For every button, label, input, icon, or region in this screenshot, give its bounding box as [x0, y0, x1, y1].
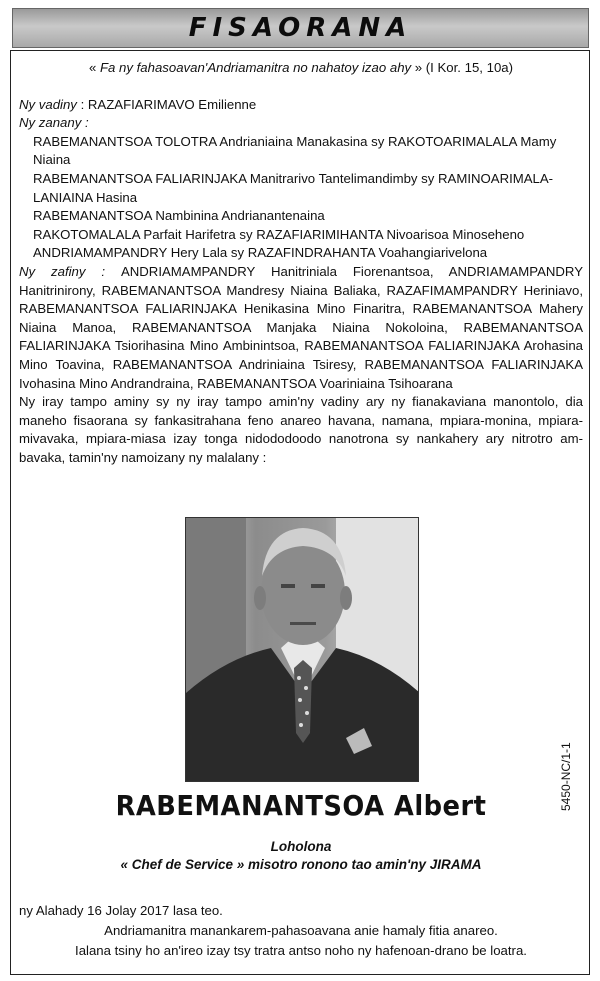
child-entry: RABEMANANTSOA TOLOTRA Andrianiaina Manakasina sy RAKOTOARIMALALA Mamy Niaina — [33, 133, 557, 168]
spouse-name: RAZAFIARIMAVO Emilienne — [87, 96, 257, 112]
verse-reference: » (I Kor. 15, 10a) — [411, 60, 514, 75]
blessing-line: Andriamanitra manankarem-pahasoavana anie hamaly fitia anareo. — [104, 923, 498, 938]
notice-content — [19, 59, 583, 467]
banner-title: FISAORANA — [188, 13, 413, 43]
children-colon: : — [81, 115, 89, 131]
portrait-illustration — [186, 518, 419, 782]
grandchildren-paragraph — [19, 263, 583, 393]
spouse-colon: : — [76, 96, 88, 112]
notice-frame — [10, 50, 590, 975]
deceased-name: RABEMANANTSOA Albert — [115, 789, 487, 822]
children-label-line — [19, 114, 583, 133]
child-entry: RAKOTOMALALA Parfait Harifetra sy RAZAFIARIMIHANTA Nivoarisoa Minoseheno — [33, 226, 525, 242]
thanks-paragraph: Ny iray tampo aminy sy ny iray tampo amin'ny vadiny ary ny fianakaviana manontolo, dia maneho fisaorana sy fankasitrahana feno anareo havana, namana, mpiara-monina, mpiara-mivavaka, mpiara-miasa izay tonga nidododoodo nanotrona sy nankahery ary nitrotro am-bavaka, tamin'ny namoizany ny malalany : — [19, 394, 583, 465]
grandchildren-label: Ny zafiny — [19, 263, 86, 279]
children-list — [19, 133, 583, 263]
deceased-role: « Chef de Service » misotro ronono tao amin'ny JIRAMA — [120, 857, 482, 872]
verse-quote: Fa ny fahasoavan'Andriamanitra no nahatoy izao ahy — [99, 60, 412, 75]
spouse-label: Ny vadiny — [19, 96, 77, 112]
apology-line: Ialana tsiny ho an'ireo izay tsy tratra antso noho ny hafenoan-drano be loatra. — [75, 943, 527, 958]
grandchildren-colon: : — [85, 263, 121, 279]
spouse-line — [19, 96, 583, 115]
bible-verse — [19, 59, 583, 78]
child-entry: RABEMANANTSOA FALIARINJAKA Manitrarivo Tantelimandimby sy RAMINOARIMALA-LANIAINA Hasina — [33, 170, 554, 205]
grandchildren-names: ANDRIAMAMPANDRY Hanitriniala Fiorenantsoa, ANDRIAMAMPANDRY Hanitrinirony, RABEMANANTSOA Mandresy Niaina Baliaka, RAZAFIMAMPANDRY Heriniavo, RABEMANANTSOA FALIARINJAKA Henikasina Mino Finaritra, RABEMANANTSOA Mahery Niaina Manoa, RABEMANANTSOA Manjaka Niaina Nokoloina, RABEMANANTSOA FALIARINJAKA Tsiorihasina Mino Ambinintsoa, RABEMANANTSOA FALIARINJAKA Arohasina Mino Toavina, RABEMANANTSOA Andriniaina Tsiresy, RABEMANANTSOA FALIARINJAKA Ivohasina Mino Andrandraina, RABEMANANTSOA Voariniaina Tsihoarana — [19, 263, 583, 391]
children-label: Ny zanany — [19, 115, 82, 131]
date-line: ny Alahady 16 Jolay 2017 lasa teo. — [19, 903, 223, 918]
deceased-title: Loholona — [270, 839, 332, 854]
child-entry: RABEMANANTSOA Nambinina Andrianantenaina — [33, 208, 325, 224]
verse-open: « — [88, 60, 100, 75]
child-entry: ANDRIAMAMPANDRY Hery Lala sy RAZAFINDRAHANTA Voahangiarivelona — [33, 245, 488, 261]
header-banner — [12, 8, 589, 48]
portrait-photo — [185, 517, 419, 782]
ad-code: 5450-NC/1-1 — [559, 742, 573, 811]
